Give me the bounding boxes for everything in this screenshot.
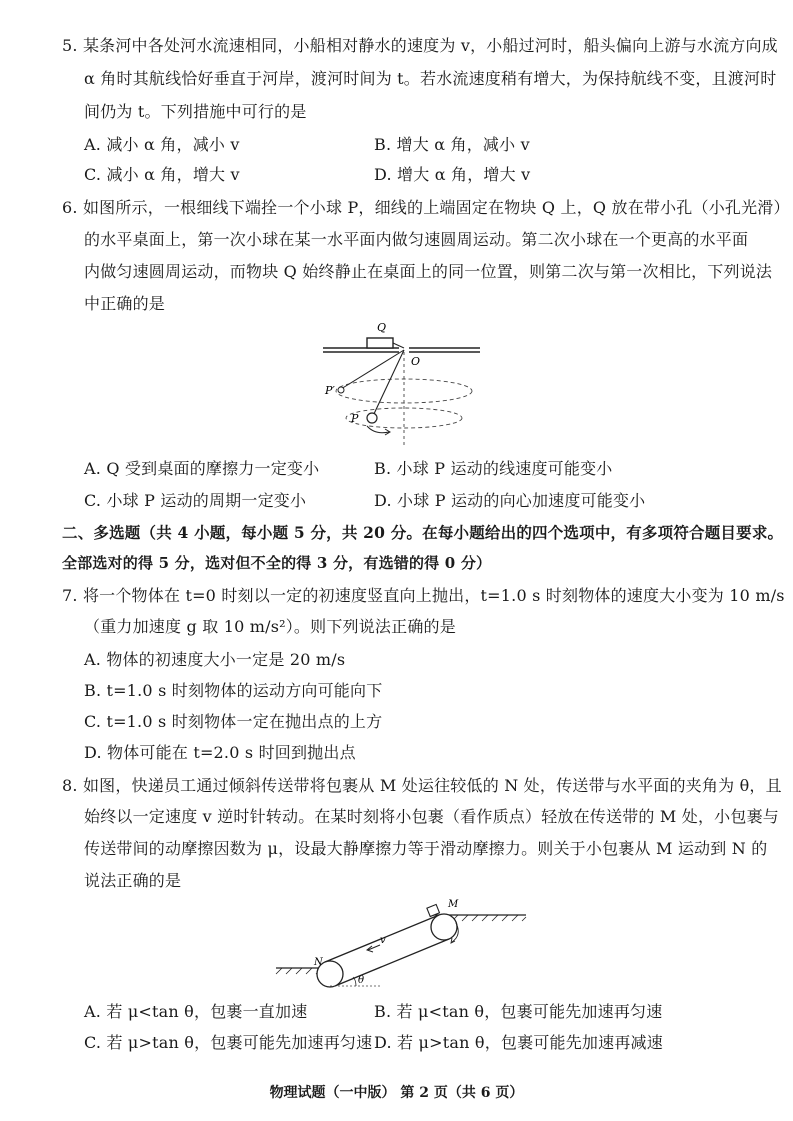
ball-p (367, 413, 377, 423)
section2-header-line-1: 二、多选题（共 4 小题，每小题 5 分，共 20 分。在每小题给出的四个选项中，有多项符合题目要求。 (62, 523, 784, 542)
q5-option-a: A. 减小 α 角，减小 v (84, 135, 240, 154)
q8-option-d: D. 若 μ>tan θ，包裹可能先加速再减速 (374, 1033, 663, 1052)
q5-line-1: 5. 某条河中各处河水流速相同，小船相对静水的速度为 v，小船过河时，船头偏向上游与水流方向成 (62, 36, 778, 55)
q8-option-b: B. 若 μ<tan θ，包裹可能先加速再匀速 (374, 1002, 663, 1021)
label-v: v (380, 935, 386, 946)
q8-line-3: 传送带间的动摩擦因数为 μ，设最大静摩擦力等于滑动摩擦力。则关于小包裹从 M 运动到 N 的 (84, 839, 768, 858)
q7-line-2: （重力加速度 g 取 10 m/s²）。则下列说法正确的是 (84, 617, 456, 636)
q6-option-c: C. 小球 P 运动的周期一定变小 (84, 491, 307, 510)
q8-line-4: 说法正确的是 (84, 871, 182, 890)
q6-line-3: 内做匀速圆周运动，而物块 Q 始终静止在桌面上的同一位置，则第二次与第一次相比，下列说法 (84, 262, 773, 281)
q8-option-a: A. 若 μ<tan θ，包裹一直加速 (84, 1002, 308, 1021)
label-q: Q (377, 321, 387, 334)
upper-pulley (431, 914, 457, 940)
q7-option-a: A. 物体的初速度大小一定是 20 m/s (84, 650, 346, 669)
q6-line-2: 的水平桌面上，第一次小球在某一水平面内做匀速圆周运动。第二次小球在一个更高的水平面 (84, 230, 749, 249)
label-p-prime: P′ (325, 384, 335, 397)
label-n: N (314, 957, 323, 968)
q5-line-2: α 角时其航线恰好垂直于河岸，渡河时间为 t。若水流速度稍有增大，为保持航线不变，且渡河时 (84, 69, 777, 88)
q7-option-c: C. t=1.0 s 时刻物体一定在抛出点的上方 (84, 712, 383, 731)
q5-option-b: B. 增大 α 角，减小 v (374, 135, 530, 154)
q8-option-c: C. 若 μ>tan θ，包裹可能先加速再匀速 (84, 1033, 373, 1052)
label-p: P (351, 412, 359, 425)
q6-option-a: A. Q 受到桌面的摩擦力一定变小 (84, 459, 320, 478)
ball-p-prime (338, 387, 344, 393)
q5-option-d: D. 增大 α 角，增大 v (374, 165, 531, 184)
label-theta: θ (358, 975, 365, 986)
q8-line-1: 8. 如图，快递员工通过倾斜传送带将包裹从 M 处运往较低的 N 处，传送带与水平面的夹角为 θ，且 (62, 776, 782, 795)
section2-header-line-2: 全部选对的得 5 分，选对但不全的得 3 分，有选错的得 0 分） (62, 554, 492, 572)
q5-option-c: C. 减小 α 角，增大 v (84, 165, 240, 184)
q6-line-4: 中正确的是 (84, 294, 166, 313)
q6-line-1: 6. 如图所示，一根细线下端拴一个小球 P，细线的上端固定在物块 Q 上，Q 放在带小孔（小孔光滑） (62, 198, 790, 217)
label-o: O (411, 355, 421, 368)
q7-option-b: B. t=1.0 s 时刻物体的运动方向可能向下 (84, 681, 383, 700)
label-m: M (448, 899, 459, 910)
q8-figure (272, 895, 528, 995)
block-q (367, 338, 393, 348)
q6-option-b: B. 小球 P 运动的线速度可能变小 (374, 459, 613, 478)
q7-line-1: 7. 将一个物体在 t=0 时刻以一定的初速度竖直向上抛出，t=1.0 s 时刻物体的速度大小变为 10 m/s (62, 586, 785, 605)
q6-option-d: D. 小球 P 运动的向心加速度可能变小 (374, 491, 646, 510)
q8-line-2: 始终以一定速度 v 逆时针转动。在某时刻将小包裹（看作质点）轻放在传送带的 M 处，小包裹与 (84, 807, 779, 826)
q6-figure (315, 318, 485, 453)
page-footer: 物理试题（一中版） 第 2 页（共 6 页） (269, 1085, 524, 1101)
q7-option-d: D. 物体可能在 t=2.0 s 时回到抛出点 (84, 743, 356, 762)
q5-line-3: 间仍为 t。下列措施中可行的是 (84, 102, 307, 121)
